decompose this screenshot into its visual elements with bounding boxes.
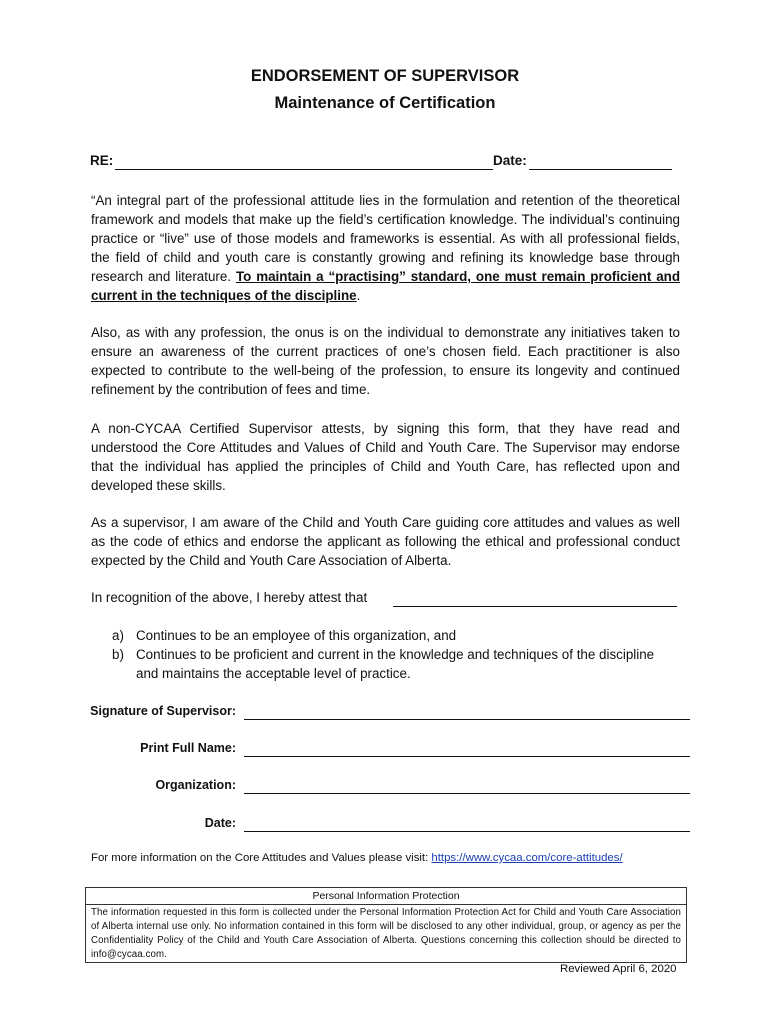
re-label: RE: (90, 153, 114, 168)
list-item-text: Continues to be an employee of this organization, and (136, 628, 457, 643)
privacy-notice-text: The information requested in this form is collected under the Personal Information Protection Act for Child and Youth Care Association of Alberta internal use only. No information contained in this form will be disclosed to any other individual, group, or agency as per the Confidentiality Policy of the Child and Youth Care Association of Alberta. Questions concerning this collection should be directed to info@cycaa.com. (91, 907, 681, 960)
signature-label: Signature of Supervisor: (90, 704, 236, 718)
privacy-notice-box (85, 887, 687, 963)
attest-statement: In recognition of the above, I hereby attest that (91, 590, 368, 605)
attest-list (112, 626, 680, 683)
paragraph-quote-text: “An integral part of the professional attitude lies in the formulation and retention of the theoretical framework and models that make up the field’s certification knowledge. The individual’s continuing practice or “live” use of those models and frameworks is essential. As with all professional fields, the field of child and youth care is constantly growing and refining its knowledge base through research and literature. (91, 193, 680, 284)
re-field[interactable] (115, 169, 493, 170)
print-name-row (60, 741, 692, 763)
paragraph-quote (91, 191, 680, 305)
print-name-field[interactable] (244, 756, 690, 757)
paragraph-supervisor-awareness: As a supervisor, I am aware of the Child and Youth Care guiding core attitudes and values as well as the code of ethics and endorse the applicant as following the ethical and professional conduct expected by the Child and Youth Care Association of Alberta. (91, 515, 680, 568)
page-subtitle: Maintenance of Certification (274, 94, 496, 112)
page-title: ENDORSEMENT OF SUPERVISOR (250, 67, 520, 85)
date-field[interactable] (529, 169, 672, 170)
organization-label: Organization: (155, 778, 236, 792)
signature-field[interactable] (244, 719, 690, 720)
list-marker: b) (112, 647, 124, 662)
privacy-notice-title: Personal Information Protection (86, 888, 686, 905)
paragraph-onus: Also, as with any profession, the onus is on the individual to demonstrate any initiatives taken to ensure an awareness of the current practices of one’s chosen field. Each practitioner is also expected to contribute to the well-being of the profession, to ensure its longevity and continued refinement by the contribution of fees and time. (91, 325, 680, 397)
list-item-text: Continues to be proficient and current in the knowledge and techniques of the discipline and maintains the acceptable level of practice. (136, 647, 655, 681)
re-date-row (90, 153, 680, 173)
list-marker: a) (112, 628, 124, 643)
more-info-text: For more information on the Core Attitudes and Values please visit: (91, 852, 432, 864)
organization-row (60, 778, 692, 800)
reviewed-date: Reviewed April 6, 2020 (560, 963, 677, 975)
signature-date-label: Date: (204, 816, 236, 830)
signature-date-field[interactable] (244, 831, 690, 832)
paragraph-quote-emphasis: To maintain a “practising” standard, one must remain proficient and current in the techniques of the discipline (91, 269, 681, 303)
print-name-label: Print Full Name: (140, 741, 236, 755)
list-item (112, 645, 680, 683)
more-info (91, 852, 623, 864)
list-item (112, 626, 680, 645)
paragraph-quote-end: . (356, 288, 361, 303)
date-label: Date: (493, 153, 527, 168)
paragraph-non-cycaa: A non-CYCAA Certified Supervisor attests, by signing this form, that they have read and understood the Core Attitudes and Values of Child and Youth Care. The Supervisor may endorse that the individual has applied the principles of Child and Youth Care, has reflected upon and developed these skills. (91, 421, 680, 493)
organization-field[interactable] (244, 793, 690, 794)
signature-date-row (60, 816, 692, 838)
core-attitudes-link[interactable]: https://www.cycaa.com/core-attitudes/ (431, 852, 623, 864)
signature-row (60, 704, 692, 726)
attest-name-field[interactable] (393, 606, 677, 607)
